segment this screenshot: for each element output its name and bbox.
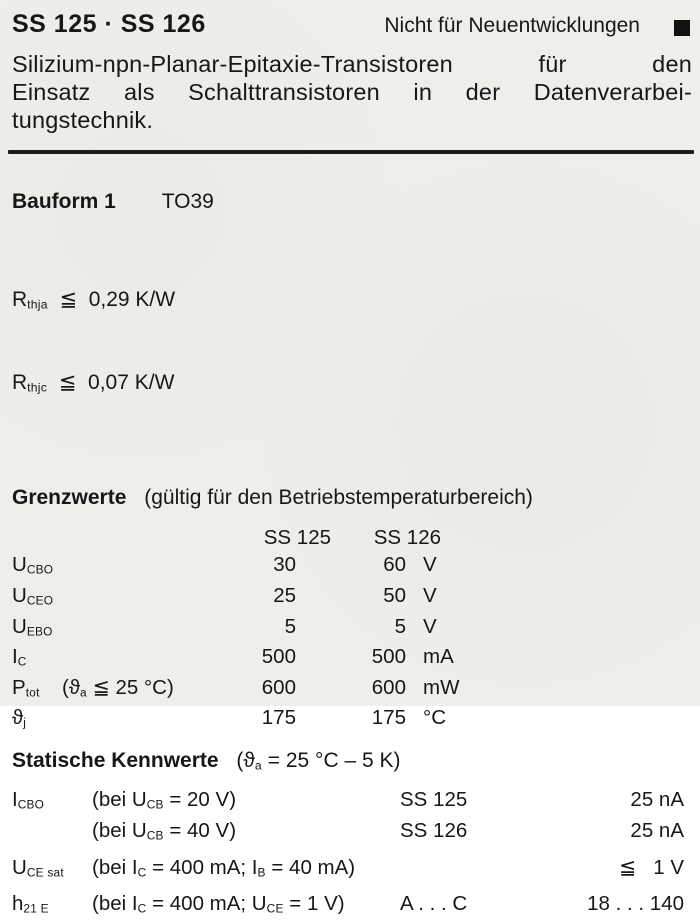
table-row bbox=[12, 705, 692, 736]
symbol-cell: $ϑ_j$ bbox=[12, 706, 27, 730]
symbol-cell: $U_{CEO}$ bbox=[12, 583, 54, 608]
condition-cell: (bei $I_C = 400$ mA; $U_{CE} = 1$ V) bbox=[92, 891, 345, 916]
unit-cell: V bbox=[423, 614, 437, 638]
thermal-resistance-block bbox=[12, 235, 692, 452]
intro-line: Einsatz als Schalttransistoren in der Datenverarbei- bbox=[12, 79, 692, 105]
grenzwerte-column-headers bbox=[12, 525, 692, 550]
bauform-line bbox=[12, 190, 692, 214]
table-row bbox=[12, 614, 692, 645]
value-cell: ≦ 1 V bbox=[618, 856, 684, 880]
unit-cell: °C bbox=[423, 706, 447, 730]
value-cell-ss125: 175 bbox=[261, 706, 296, 730]
unit-cell: mW bbox=[423, 675, 460, 699]
symbol-cell: $U_{CBO}$ bbox=[12, 553, 54, 577]
grenzwerte-note: (gültig für den Betriebstemperaturbereich) bbox=[144, 486, 533, 510]
filled-square-icon bbox=[674, 20, 690, 36]
package-name: TO39 bbox=[161, 190, 214, 213]
table-row bbox=[12, 855, 692, 886]
page-title: SS 125 · SS 126 bbox=[12, 10, 206, 38]
condition-cell: (bei $U_{CB} = 20$ V) bbox=[92, 788, 237, 812]
value-cell: 25 nA bbox=[630, 818, 684, 842]
value-cell-ss125: 5 bbox=[284, 614, 296, 638]
section-heading-grenzwerte bbox=[12, 486, 692, 510]
device-cell: SS 126 bbox=[400, 818, 468, 842]
value-cell-ss125: 30 bbox=[273, 553, 296, 577]
symbol-cell: $P_{tot}$ bbox=[12, 675, 40, 700]
value-cell-ss126: 5 bbox=[394, 614, 406, 638]
device-cell: SS 125 bbox=[400, 788, 468, 811]
thermal-resistance-line: $R_{thja}$ ≦ 0,29 K/W bbox=[12, 288, 176, 312]
table-row bbox=[12, 818, 692, 849]
unit-cell: V bbox=[423, 583, 437, 607]
header-note: Nicht für Neuentwicklungen bbox=[384, 14, 640, 37]
intro-line: Silizium-npn-Planar-Epitaxie-Transistoren für den bbox=[12, 51, 692, 77]
grenzwerte-heading: Grenzwerte bbox=[12, 486, 127, 510]
column-header-ss125: SS 125 bbox=[263, 526, 331, 550]
thermal-resistance-line: $R_{thjc}$ ≦ 0,07 K/W bbox=[12, 370, 175, 395]
table-row bbox=[12, 787, 692, 818]
table-row bbox=[12, 644, 692, 675]
intro-line: tungstechnik. bbox=[12, 107, 154, 133]
symbol-cell: $U_{CE sat}$ bbox=[12, 856, 64, 880]
header bbox=[12, 10, 692, 39]
header-right bbox=[384, 14, 692, 38]
symbol-cell: $I_{CBO}$ bbox=[12, 788, 45, 812]
condition-cell: ($ϑ_a$ ≦ 25 °C) bbox=[62, 675, 174, 700]
symbol-cell: $I_C$ bbox=[12, 645, 27, 669]
symbol-cell: $U_{EBO}$ bbox=[12, 614, 53, 639]
section-divider bbox=[8, 150, 694, 154]
table-row bbox=[12, 583, 692, 614]
value-cell-ss125: 25 bbox=[273, 583, 296, 607]
value-cell-ss126: 60 bbox=[383, 553, 406, 577]
value-cell-ss125: 500 bbox=[261, 645, 296, 669]
device-cell: A . . . C bbox=[400, 891, 468, 915]
unit-cell: mA bbox=[423, 645, 454, 669]
value-cell-ss126: 500 bbox=[371, 645, 406, 669]
statische-heading: Statische Kennwerte bbox=[12, 749, 219, 772]
value-cell-ss126: 50 bbox=[383, 583, 406, 607]
table-row bbox=[12, 891, 692, 921]
symbol-cell: $h_{21 E}$ bbox=[12, 891, 49, 916]
value-cell-ss125: 600 bbox=[261, 675, 296, 699]
bauform-label: Bauform 1 bbox=[12, 190, 116, 213]
table-row bbox=[12, 552, 692, 583]
column-header-ss126: SS 126 bbox=[373, 526, 441, 550]
intro-paragraph bbox=[12, 50, 692, 134]
statische-note: ($ϑ_a = 25$ °C – 5 K) bbox=[236, 749, 401, 773]
value-cell-ss126: 175 bbox=[371, 706, 406, 730]
condition-cell: (bei $I_C = 400$ mA; $I_B = 40$ mA) bbox=[92, 856, 356, 880]
value-cell: 18 . . . 140 bbox=[587, 891, 684, 915]
unit-cell: V bbox=[423, 553, 437, 577]
condition-cell: (bei $U_{CB} = 40$ V) bbox=[92, 818, 237, 843]
table-row bbox=[12, 675, 692, 706]
value-cell-ss126: 600 bbox=[371, 675, 406, 699]
value-cell: 25 nA bbox=[630, 788, 684, 811]
section-heading-statische bbox=[12, 749, 692, 773]
